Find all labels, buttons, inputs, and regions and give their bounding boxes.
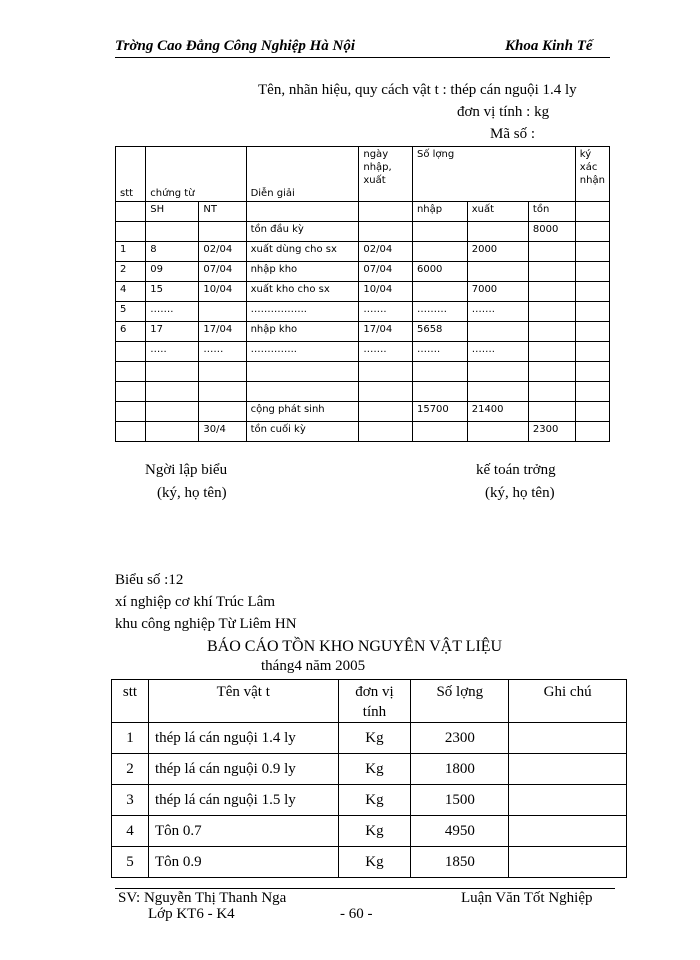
preparer-label: Ngời lập biểu xyxy=(145,462,228,478)
table-cell xyxy=(467,362,528,382)
table-cell xyxy=(509,754,627,785)
table-cell xyxy=(575,322,609,342)
col-sh: SH xyxy=(146,202,199,222)
table-cell xyxy=(116,202,146,222)
table-cell xyxy=(575,342,609,362)
table-cell: xuất kho cho sx xyxy=(246,282,359,302)
table-cell xyxy=(359,362,413,382)
table-cell: Kg xyxy=(338,785,411,816)
footer-rule xyxy=(115,888,615,889)
table-cell xyxy=(116,362,146,382)
col-nt: NT xyxy=(199,202,246,222)
table-cell xyxy=(412,282,467,302)
table-cell: Kg xyxy=(338,754,411,785)
table-cell: 02/04 xyxy=(199,242,246,262)
col-stt: stt xyxy=(112,680,149,723)
report-title: BÁO CÁO TỒN KHO NGUYÊN VẬT LIỆU xyxy=(207,638,503,655)
table-cell: ………….. xyxy=(246,342,359,362)
col-date: ngày nhập, xuất xyxy=(359,147,413,202)
table-cell xyxy=(146,402,199,422)
table-cell: nhập kho xyxy=(246,322,359,342)
table-cell: 15700 xyxy=(412,402,467,422)
table-cell: 1 xyxy=(116,242,146,262)
table-cell xyxy=(412,382,467,402)
table-cell xyxy=(199,402,246,422)
table-row xyxy=(116,262,610,282)
table-cell xyxy=(412,242,467,262)
table-row xyxy=(116,422,610,442)
table-cell: …… xyxy=(199,342,246,362)
table-cell: thép lá cán nguội 1.5 ly xyxy=(148,785,338,816)
header-school: Trờng Cao Đẳng Công Nghiệp Hà Nội xyxy=(115,38,356,54)
table-cell: 4950 xyxy=(411,816,509,847)
footer-student: SV: Nguyễn Thị Thanh Nga xyxy=(118,890,287,906)
table-cell xyxy=(359,422,413,442)
table-cell: 21400 xyxy=(467,402,528,422)
table-cell xyxy=(246,382,359,402)
table-cell: 10/04 xyxy=(359,282,413,302)
table-cell xyxy=(575,242,609,262)
table-cell xyxy=(199,362,246,382)
table-cell xyxy=(509,723,627,754)
company-name: xí nghiệp cơ khí Trúc Lâm xyxy=(115,594,276,610)
header-faculty: Khoa Kinh Tế xyxy=(505,38,593,54)
table-cell xyxy=(467,262,528,282)
table-cell: tồn cuối kỳ xyxy=(246,422,359,442)
col-sign: ký xác nhận xyxy=(575,147,609,202)
table-cell xyxy=(199,382,246,402)
table-cell: ……. xyxy=(467,342,528,362)
ledger-subheader-row xyxy=(116,202,610,222)
table-cell: 30/4 xyxy=(199,422,246,442)
table-cell xyxy=(528,282,575,302)
col-out: xuất xyxy=(467,202,528,222)
table-cell xyxy=(246,202,359,222)
table-row xyxy=(112,816,627,847)
table-cell: thép lá cán nguội 0.9 ly xyxy=(148,754,338,785)
table-row xyxy=(116,362,610,382)
material-unit: đơn vị tính : kg xyxy=(457,104,550,120)
inventory-report-table xyxy=(111,679,627,878)
footer-class: Lớp KT6 - K4 xyxy=(148,906,235,922)
form-number: Biểu số :12 xyxy=(115,572,184,588)
table-cell xyxy=(467,382,528,402)
footer-thesis: Luận Văn Tốt Nghiệp xyxy=(461,890,593,906)
table-cell xyxy=(412,422,467,442)
accountant-sign: (ký, họ tên) xyxy=(485,485,555,501)
table-cell: ……. xyxy=(467,302,528,322)
table-cell xyxy=(575,202,609,222)
ledger-header-row xyxy=(116,147,610,202)
table-cell: 17/04 xyxy=(359,322,413,342)
material-code: Mã số : xyxy=(490,126,535,142)
table-cell: 3 xyxy=(112,785,149,816)
table-cell xyxy=(412,362,467,382)
table-cell xyxy=(575,362,609,382)
table-cell: cộng phát sinh xyxy=(246,402,359,422)
table-cell: 5 xyxy=(116,302,146,322)
report-body xyxy=(112,723,627,878)
table-cell xyxy=(467,222,528,242)
table-cell xyxy=(528,382,575,402)
table-cell: thép lá cán nguội 1.4 ly xyxy=(148,723,338,754)
footer-page: - 60 - xyxy=(340,906,373,922)
col-qty: Số lợng xyxy=(412,147,575,202)
table-row xyxy=(112,785,627,816)
table-cell xyxy=(575,422,609,442)
table-cell xyxy=(575,262,609,282)
table-cell xyxy=(116,222,146,242)
col-desc: Diễn giải xyxy=(246,147,359,202)
table-cell xyxy=(575,382,609,402)
table-cell: 8 xyxy=(146,242,199,262)
company-address: khu công nghiệp Từ Liêm HN xyxy=(115,616,297,632)
col-quantity: Số lợng xyxy=(411,680,509,723)
table-cell xyxy=(412,222,467,242)
table-cell: 1 xyxy=(112,723,149,754)
col-voucher: chứng từ xyxy=(146,147,246,202)
table-cell: 6 xyxy=(116,322,146,342)
table-cell: 8000 xyxy=(528,222,575,242)
table-cell: Kg xyxy=(338,816,411,847)
table-cell xyxy=(116,402,146,422)
table-cell xyxy=(146,222,199,242)
table-cell xyxy=(528,342,575,362)
table-cell: ……. xyxy=(146,302,199,322)
col-stt: stt xyxy=(116,147,146,202)
table-row xyxy=(116,282,610,302)
table-cell: 17 xyxy=(146,322,199,342)
table-cell: 4 xyxy=(116,282,146,302)
ledger-body xyxy=(116,222,610,442)
table-row xyxy=(112,847,627,878)
table-cell xyxy=(528,362,575,382)
table-cell: 5658 xyxy=(412,322,467,342)
table-cell: 6000 xyxy=(412,262,467,282)
table-cell: 2000 xyxy=(467,242,528,262)
table-cell: 2 xyxy=(116,262,146,282)
table-cell: Kg xyxy=(338,723,411,754)
table-cell xyxy=(246,362,359,382)
table-cell xyxy=(509,785,627,816)
table-cell: 7000 xyxy=(467,282,528,302)
table-cell xyxy=(359,222,413,242)
table-cell xyxy=(359,202,413,222)
table-cell xyxy=(509,816,627,847)
preparer-sign: (ký, họ tên) xyxy=(157,485,227,501)
table-cell: nhập kho xyxy=(246,262,359,282)
table-cell: Tôn 0.7 xyxy=(148,816,338,847)
col-stock: tồn xyxy=(528,202,575,222)
table-cell: 09 xyxy=(146,262,199,282)
table-cell xyxy=(528,242,575,262)
table-cell: 15 xyxy=(146,282,199,302)
table-cell xyxy=(528,322,575,342)
table-cell: 07/04 xyxy=(359,262,413,282)
table-row xyxy=(112,723,627,754)
table-cell: 1850 xyxy=(411,847,509,878)
table-row xyxy=(116,402,610,422)
report-header-row xyxy=(112,680,627,723)
table-cell: 1800 xyxy=(411,754,509,785)
col-note: Ghi chú xyxy=(509,680,627,723)
table-cell xyxy=(116,382,146,402)
table-cell xyxy=(116,342,146,362)
table-cell xyxy=(575,402,609,422)
stock-ledger-table xyxy=(115,146,610,442)
col-in: nhập xyxy=(412,202,467,222)
table-cell: ……. xyxy=(412,342,467,362)
table-cell xyxy=(575,302,609,322)
table-row xyxy=(116,382,610,402)
table-cell: ….. xyxy=(146,342,199,362)
table-cell xyxy=(199,302,246,322)
table-cell: …………….. xyxy=(246,302,359,322)
table-cell: 17/04 xyxy=(199,322,246,342)
table-row xyxy=(112,754,627,785)
accountant-label: kế toán trởng xyxy=(476,462,556,478)
table-cell xyxy=(467,322,528,342)
table-cell xyxy=(509,847,627,878)
table-cell xyxy=(116,422,146,442)
table-cell: xuất dùng cho sx xyxy=(246,242,359,262)
table-cell xyxy=(199,222,246,242)
table-cell: 2 xyxy=(112,754,149,785)
table-cell xyxy=(359,382,413,402)
table-row xyxy=(116,222,610,242)
table-row xyxy=(116,242,610,262)
table-cell xyxy=(575,282,609,302)
table-cell: 1500 xyxy=(411,785,509,816)
table-cell: Kg xyxy=(338,847,411,878)
table-cell: 2300 xyxy=(411,723,509,754)
table-cell xyxy=(528,302,575,322)
table-row xyxy=(116,302,610,322)
table-cell xyxy=(146,362,199,382)
table-cell xyxy=(575,222,609,242)
table-cell: 4 xyxy=(112,816,149,847)
table-cell xyxy=(359,402,413,422)
table-cell xyxy=(146,422,199,442)
header-rule xyxy=(115,57,610,58)
table-cell: 2300 xyxy=(528,422,575,442)
col-name: Tên vật t xyxy=(148,680,338,723)
table-cell xyxy=(528,402,575,422)
table-row xyxy=(116,342,610,362)
table-cell xyxy=(528,262,575,282)
table-cell: 02/04 xyxy=(359,242,413,262)
table-cell: ……. xyxy=(359,342,413,362)
table-cell: ……… xyxy=(412,302,467,322)
table-row xyxy=(116,322,610,342)
table-cell: tồn đầu kỳ xyxy=(246,222,359,242)
table-cell: 10/04 xyxy=(199,282,246,302)
report-period: tháng4 năm 2005 xyxy=(261,658,366,674)
table-cell: 5 xyxy=(112,847,149,878)
col-unit: đơn vị tính xyxy=(338,680,411,723)
table-cell xyxy=(467,422,528,442)
table-cell: ……. xyxy=(359,302,413,322)
material-name: Tên, nhãn hiệu, quy cách vật t : thép cán nguội 1.4 ly xyxy=(258,82,577,98)
table-cell xyxy=(146,382,199,402)
table-cell: 07/04 xyxy=(199,262,246,282)
table-cell: Tôn 0.9 xyxy=(148,847,338,878)
